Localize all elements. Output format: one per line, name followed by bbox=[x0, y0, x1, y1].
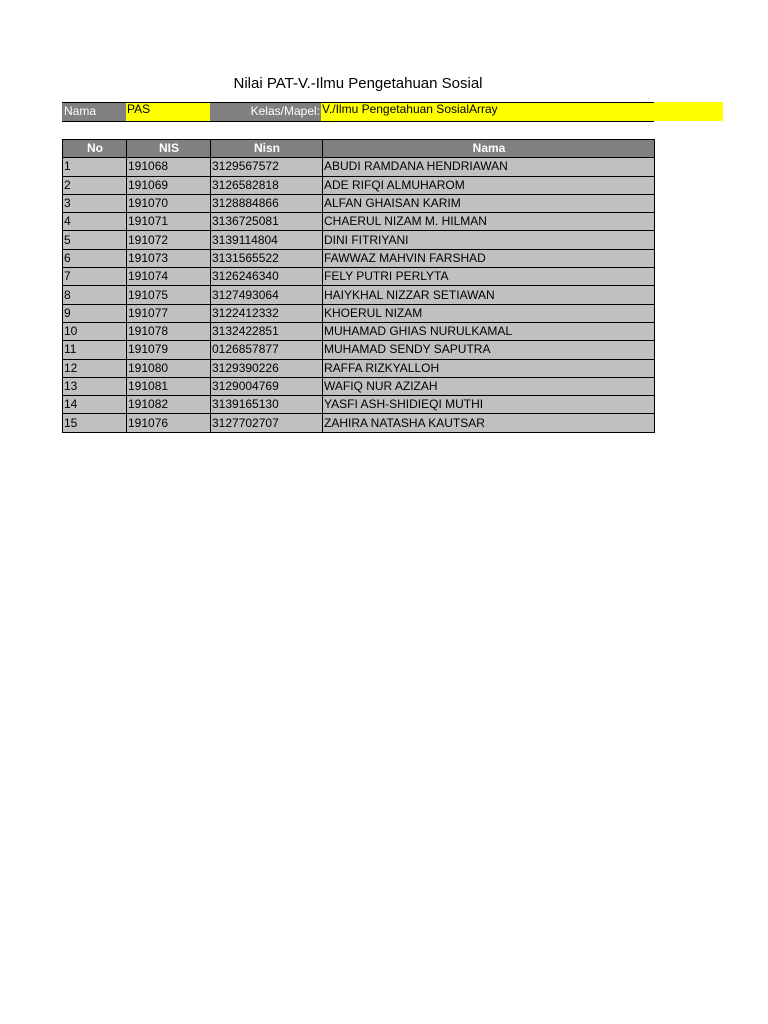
nisn-cell: 3126582818 bbox=[211, 176, 323, 194]
nisn-cell: 3132422851 bbox=[211, 322, 323, 340]
nama-cell: FAWWAZ MAHVIN FARSHAD bbox=[323, 249, 655, 267]
no-cell: 3 bbox=[63, 194, 127, 212]
nis-cell: 191075 bbox=[127, 286, 211, 304]
nis-cell: 191070 bbox=[127, 194, 211, 212]
nama-label: Nama bbox=[62, 102, 126, 121]
nis-cell: 191073 bbox=[127, 249, 211, 267]
nisn-cell: 3129390226 bbox=[211, 359, 323, 377]
table-row bbox=[63, 231, 655, 249]
nisn-cell: 0126857877 bbox=[211, 341, 323, 359]
table-row bbox=[63, 304, 655, 322]
nisn-cell: 3129567572 bbox=[211, 158, 323, 176]
nama-cell: YASFI ASH-SHIDIEQI MUTHI bbox=[323, 396, 655, 414]
no-cell: 15 bbox=[63, 414, 127, 432]
nisn-cell: 3127702707 bbox=[211, 414, 323, 432]
nama-cell: ZAHIRA NATASHA KAUTSAR bbox=[323, 414, 655, 432]
table-row bbox=[63, 359, 655, 377]
nama-cell: ADE RIFQI ALMUHAROM bbox=[323, 176, 655, 194]
student-table bbox=[62, 139, 655, 433]
table-row bbox=[63, 322, 655, 340]
nisn-cell: 3139165130 bbox=[211, 396, 323, 414]
nis-cell: 191074 bbox=[127, 268, 211, 286]
table-body bbox=[63, 158, 655, 432]
nis-cell: 191077 bbox=[127, 304, 211, 322]
table-row bbox=[63, 194, 655, 212]
page-title: Nilai PAT-V.-Ilmu Pengetahuan Sosial bbox=[233, 75, 483, 92]
no-cell: 7 bbox=[63, 268, 127, 286]
no-cell: 6 bbox=[63, 249, 127, 267]
nama-value: PAS bbox=[126, 102, 210, 121]
nis-cell: 191081 bbox=[127, 377, 211, 395]
header-nis: NIS bbox=[127, 140, 211, 158]
nisn-cell: 3129004769 bbox=[211, 377, 323, 395]
nama-cell: CHAERUL NIZAM M. HILMAN bbox=[323, 213, 655, 231]
nisn-cell: 3139114804 bbox=[211, 231, 323, 249]
nis-cell: 191071 bbox=[127, 213, 211, 231]
no-cell: 4 bbox=[63, 213, 127, 231]
nis-cell: 191072 bbox=[127, 231, 211, 249]
table-row bbox=[63, 158, 655, 176]
header-nama: Nama bbox=[323, 140, 655, 158]
nama-cell: ABUDI RAMDANA HENDRIAWAN bbox=[323, 158, 655, 176]
no-cell: 14 bbox=[63, 396, 127, 414]
nama-cell: ALFAN GHAISAN KARIM bbox=[323, 194, 655, 212]
nis-cell: 191076 bbox=[127, 414, 211, 432]
nisn-cell: 3126246340 bbox=[211, 268, 323, 286]
info-row bbox=[62, 102, 723, 121]
no-cell: 11 bbox=[63, 341, 127, 359]
table-row bbox=[63, 286, 655, 304]
nis-cell: 191079 bbox=[127, 341, 211, 359]
table-row bbox=[63, 249, 655, 267]
nama-cell: MUHAMAD SENDY SAPUTRA bbox=[323, 341, 655, 359]
info-border-bottom bbox=[62, 121, 654, 122]
no-cell: 1 bbox=[63, 158, 127, 176]
nis-cell: 191082 bbox=[127, 396, 211, 414]
no-cell: 5 bbox=[63, 231, 127, 249]
nama-cell: FELY PUTRI PERLYTA bbox=[323, 268, 655, 286]
nisn-cell: 3127493064 bbox=[211, 286, 323, 304]
no-cell: 9 bbox=[63, 304, 127, 322]
table-row bbox=[63, 176, 655, 194]
info-border-top bbox=[62, 102, 654, 103]
table-row bbox=[63, 414, 655, 432]
nama-cell: RAFFA RIZKYALLOH bbox=[323, 359, 655, 377]
nis-cell: 191069 bbox=[127, 176, 211, 194]
kelas-value: V./Ilmu Pengetahuan SosialArray bbox=[321, 102, 723, 121]
nis-cell: 191078 bbox=[127, 322, 211, 340]
nisn-cell: 3122412332 bbox=[211, 304, 323, 322]
nis-cell: 191080 bbox=[127, 359, 211, 377]
table-row bbox=[63, 213, 655, 231]
nis-cell: 191068 bbox=[127, 158, 211, 176]
nama-cell: MUHAMAD GHIAS NURULKAMAL bbox=[323, 322, 655, 340]
no-cell: 2 bbox=[63, 176, 127, 194]
nama-cell: HAIYKHAL NIZZAR SETIAWAN bbox=[323, 286, 655, 304]
nisn-cell: 3131565522 bbox=[211, 249, 323, 267]
nisn-cell: 3136725081 bbox=[211, 213, 323, 231]
table-row bbox=[63, 377, 655, 395]
table-row bbox=[63, 341, 655, 359]
nisn-cell: 3128884866 bbox=[211, 194, 323, 212]
no-cell: 8 bbox=[63, 286, 127, 304]
table-row bbox=[63, 396, 655, 414]
table-row bbox=[63, 268, 655, 286]
header-no: No bbox=[63, 140, 127, 158]
no-cell: 10 bbox=[63, 322, 127, 340]
kelas-label: Kelas/Mapel: bbox=[210, 102, 321, 121]
table-header-row bbox=[63, 140, 655, 158]
header-nisn: Nisn bbox=[211, 140, 323, 158]
nama-cell: KHOERUL NIZAM bbox=[323, 304, 655, 322]
nama-cell: DINI FITRIYANI bbox=[323, 231, 655, 249]
no-cell: 12 bbox=[63, 359, 127, 377]
no-cell: 13 bbox=[63, 377, 127, 395]
nama-cell: WAFIQ NUR AZIZAH bbox=[323, 377, 655, 395]
